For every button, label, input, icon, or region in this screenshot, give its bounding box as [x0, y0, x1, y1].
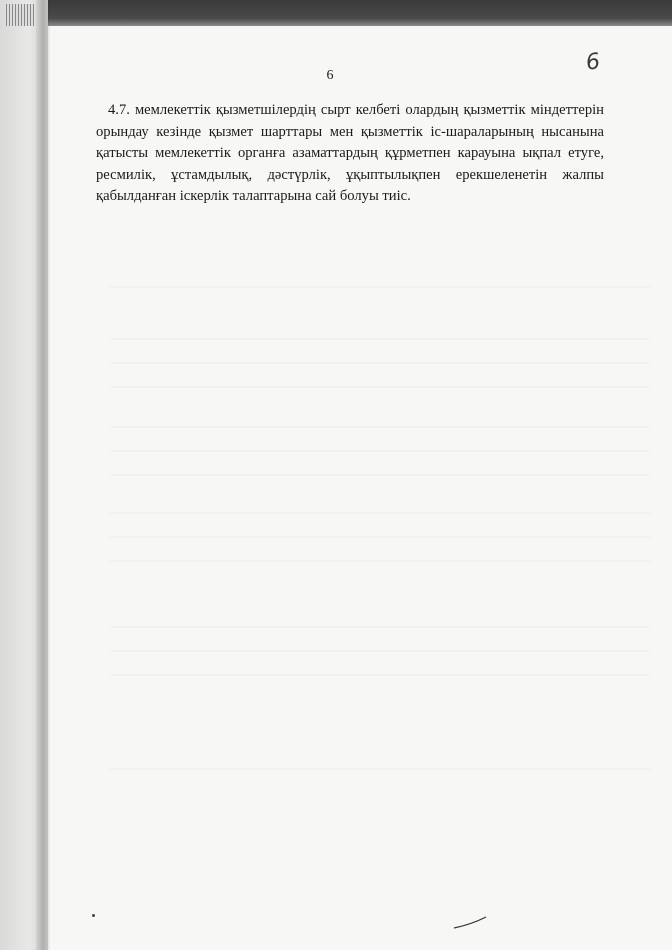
bleed-through-line: [110, 386, 650, 388]
bleed-through-line: [110, 338, 650, 340]
bleed-through-line: [110, 674, 650, 676]
bleed-through-line: [110, 536, 650, 538]
bleed-through-line: [110, 560, 650, 562]
scan-binding-shadow: [36, 0, 50, 950]
bleed-through-line: [110, 426, 650, 428]
body-paragraph: 4.7. мемлекеттік қызметшілердің сырт келбеті олардың қызметтік міндеттерін орындау кезінде қызмет шарттары мен қызметтік іс-шараларының нысанына қатысты мемлекеттік органға азаматтардың құрметпен карауына ықпал етуге, ресмилік, ұстамдылық, дәстүрлік, ұқыптылықпен ерекшеленетін жалпы қабылданған іскерлік талаптарына сай болуы тиіс.: [96, 102, 604, 204]
bleed-through-line: [110, 768, 650, 770]
page-number: 6: [326, 68, 334, 83]
scan-top-edge: [0, 0, 672, 26]
handwritten-page-number: 6: [584, 49, 602, 76]
signature-mark-icon: [452, 916, 488, 930]
bleed-through-line: [110, 650, 650, 652]
bleed-through-line: [110, 286, 650, 288]
bleed-through-line: [110, 626, 650, 628]
bleed-through-line: [110, 450, 650, 452]
bleed-through-line: [110, 512, 650, 514]
stray-ink-dot: [92, 914, 95, 917]
bleed-through-line: [110, 362, 650, 364]
bleed-through-line: [110, 474, 650, 476]
scan-corner-mark: [4, 4, 34, 26]
